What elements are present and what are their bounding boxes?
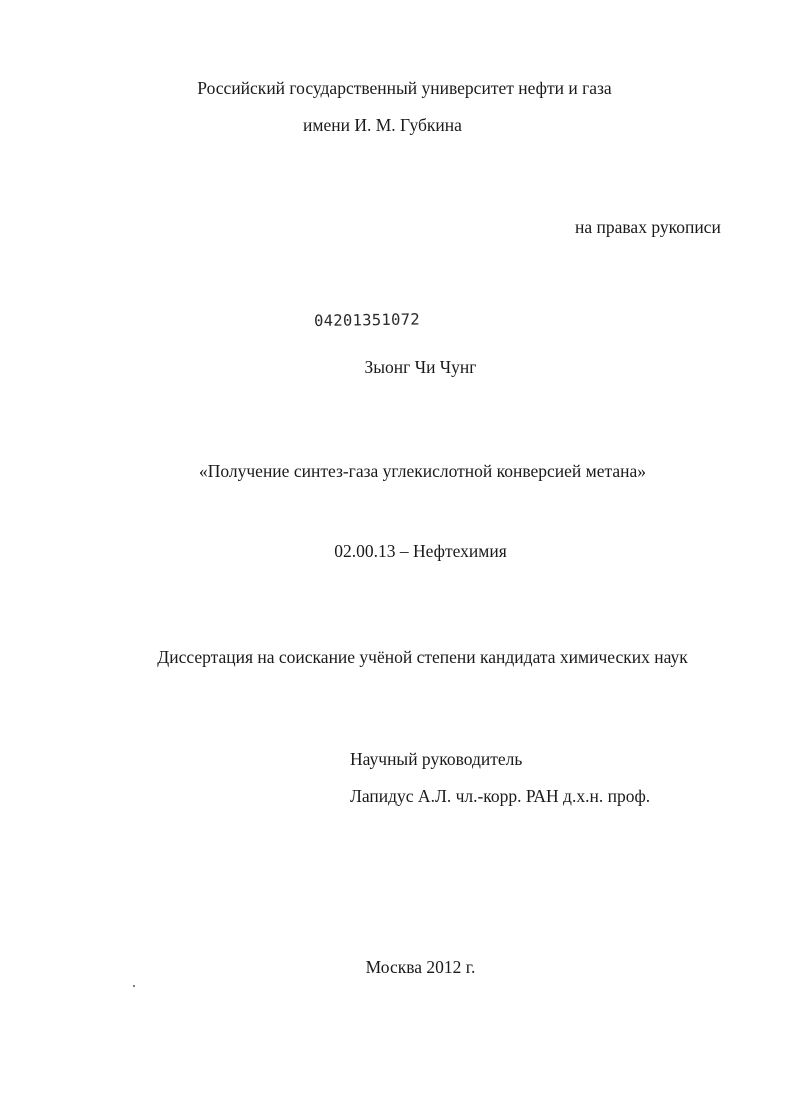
university-name: Российский государственный университет нефти и газа [197,78,612,98]
author-name: Зыонг Чи Чунг [364,357,477,377]
degree-statement: Диссертация на соискание учёной степени кандидата химических наук [157,647,688,667]
supervisor-name: Лапидус А.Л. чл.-корр. РАН д.х.н. проф. [350,786,651,806]
manuscript-rights-note: на правах рукописи [575,217,721,237]
specialty-code: 02.00.13 – Нефтехимия [334,541,507,561]
supervisor-label: Научный руководитель [350,749,523,769]
registration-number-stamp: 04201351072 [313,310,421,330]
city-year: Москва 2012 г. [365,957,476,977]
university-name-continued: имени И. М. Губкина [303,115,462,135]
scan-speck [133,985,135,987]
thesis-title: «Получение синтез-газа углекислотной конверсией метана» [198,461,647,481]
